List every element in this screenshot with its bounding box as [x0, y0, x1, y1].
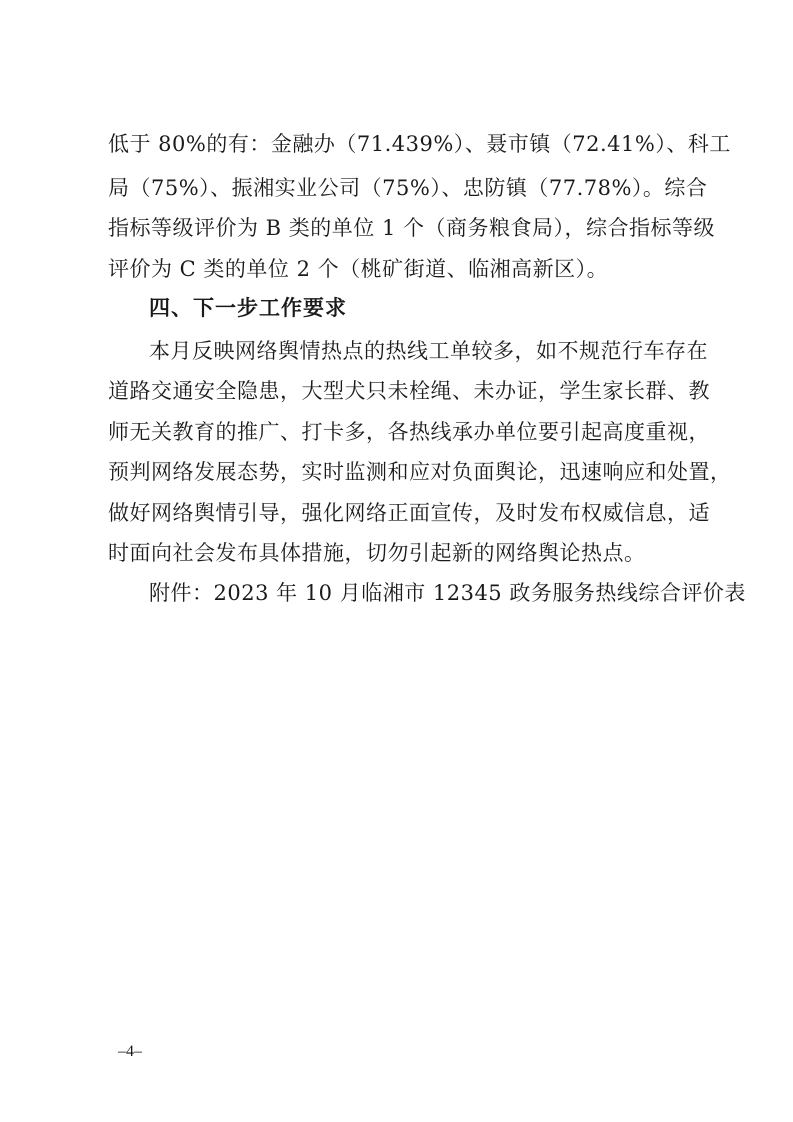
section-heading: 四、下一步工作要求 [149, 296, 347, 320]
paragraph2-line-5: 做好网络舆情引导，强化网络正面宣传，及时发布权威信息，适 [108, 501, 710, 525]
page-number: –4– [118, 1043, 142, 1060]
paragraph1-line-4: 评价为 C 类的单位 2 个（桃矿街道、临湘高新区）。 [108, 257, 609, 281]
paragraph2-line-2: 道路交通安全隐患，大型犬只未栓绳、未办证，学生家长群、教 [108, 379, 710, 403]
paragraph1-line-1: 低于 80%的有：金融办（71.439%）、聂市镇（72.41%）、科工 [108, 132, 731, 156]
paragraph1-line-2: 局（75%）、振湘实业公司（75%）、忠防镇（77.78%）。综合 [108, 176, 708, 200]
paragraph1-line-3: 指标等级评价为 B 类的单位 1 个（商务粮食局），综合指标等级 [108, 216, 715, 240]
paragraph2-line-4: 预判网络发展态势，实时监测和应对负面舆论，迅速响应和处置， [108, 460, 732, 484]
attachment-line: 附件：2023 年 10 月临湘市 12345 政务服务热线综合评价表 [149, 581, 746, 605]
paragraph2-line-3: 师无关教育的推广、打卡多，各热线承办单位要引起高度重视， [108, 420, 710, 444]
paragraph2-line-1: 本月反映网络舆情热点的热线工单较多，如不规范行车存在 [149, 339, 708, 363]
paragraph2-line-6: 时面向社会发布具体措施，切勿引起新的网络舆论热点。 [108, 541, 646, 565]
